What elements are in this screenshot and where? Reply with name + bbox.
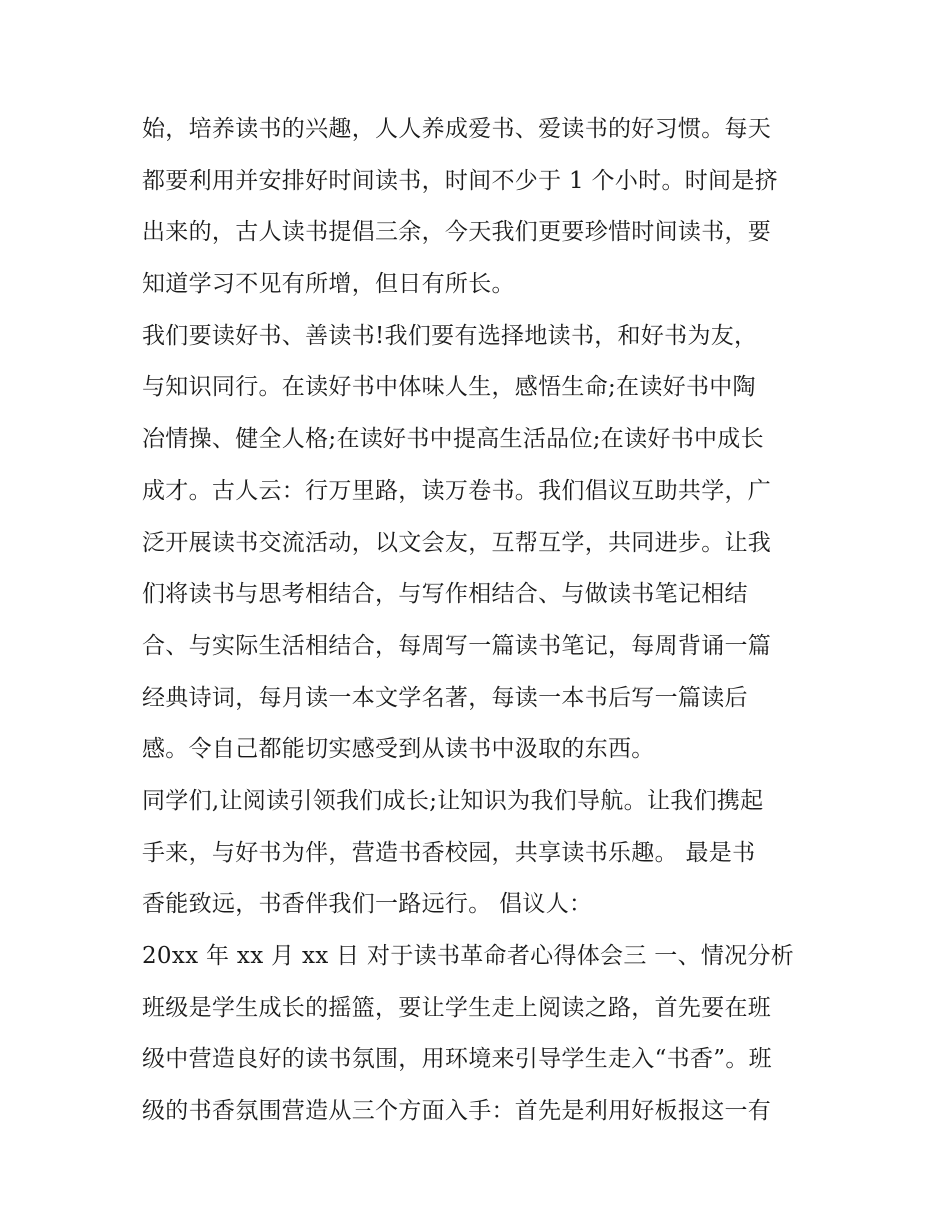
document-body [142,104,818,1138]
text-line: 班级是学生成长的摇篮，要让学生走上阅读之路，首先要在班 [142,994,772,1021]
text-line: 级中营造良好的读书氛围，用环境来引导学生走入“书香”。班 [142,1046,772,1073]
text-line: 成才。古人云：行万里路，读万卷书。我们倡议互助共学，广 [142,477,772,504]
text-line: 出来的，古人读书提倡三余，今天我们更要珍惜时间读书，要 [142,219,772,246]
text-line: 香能致远，书香伴我们一路远行。 倡议人： [142,891,593,918]
text-line: 泛开展读书交流活动，以文会友，互帮互学，共同进步。让我 [142,529,772,556]
text-line: 经典诗词，每月读一本文学名著，每读一本书后写一篇读后 [142,684,748,711]
text-line: 始，培养读书的兴趣，人人养成爱书、爱读书的好习惯。每天 [142,116,772,142]
text-line: 同学们,让阅读引领我们成长;让知识为我们导航。让我们携起 [142,787,764,814]
text-line: 们将读书与思考相结合，与写作相结合、与做读书笔记相结 [142,581,748,608]
text-line: 合、与实际生活相结合，每周写一篇读书笔记，每周背诵一篇 [142,632,772,659]
text-line: 级的书香氛围营造从三个方面入手：首先是利用好板报这一有 [142,1098,772,1125]
text-line: 知道学习不见有所增，但日有所长。 [142,271,515,298]
text-line: 我们要读好书、善读书!我们要有选择地读书，和好书为友， [142,322,758,349]
text-line: 都要利用并安排好时间读书，时间不少于 1 个小时。时间是挤 [142,167,778,194]
text-line: 与知识同行。在读好书中体味人生，感悟生命;在读好书中陶 [142,374,756,401]
text-line: 20xx 年 xx 月 xx 日 对于读书革命者心得体会三 一、情况分析 [142,943,795,969]
text-line: 手来，与好书为伴，营造书香校园，共享读书乐趣。 最是书 [142,839,756,866]
text-line: 感。令自己都能切实感受到从读书中汲取的东西。 [142,736,655,763]
text-line: 冶情操、健全人格;在读好书中提高生活品位;在读好书中成长 [142,426,764,453]
